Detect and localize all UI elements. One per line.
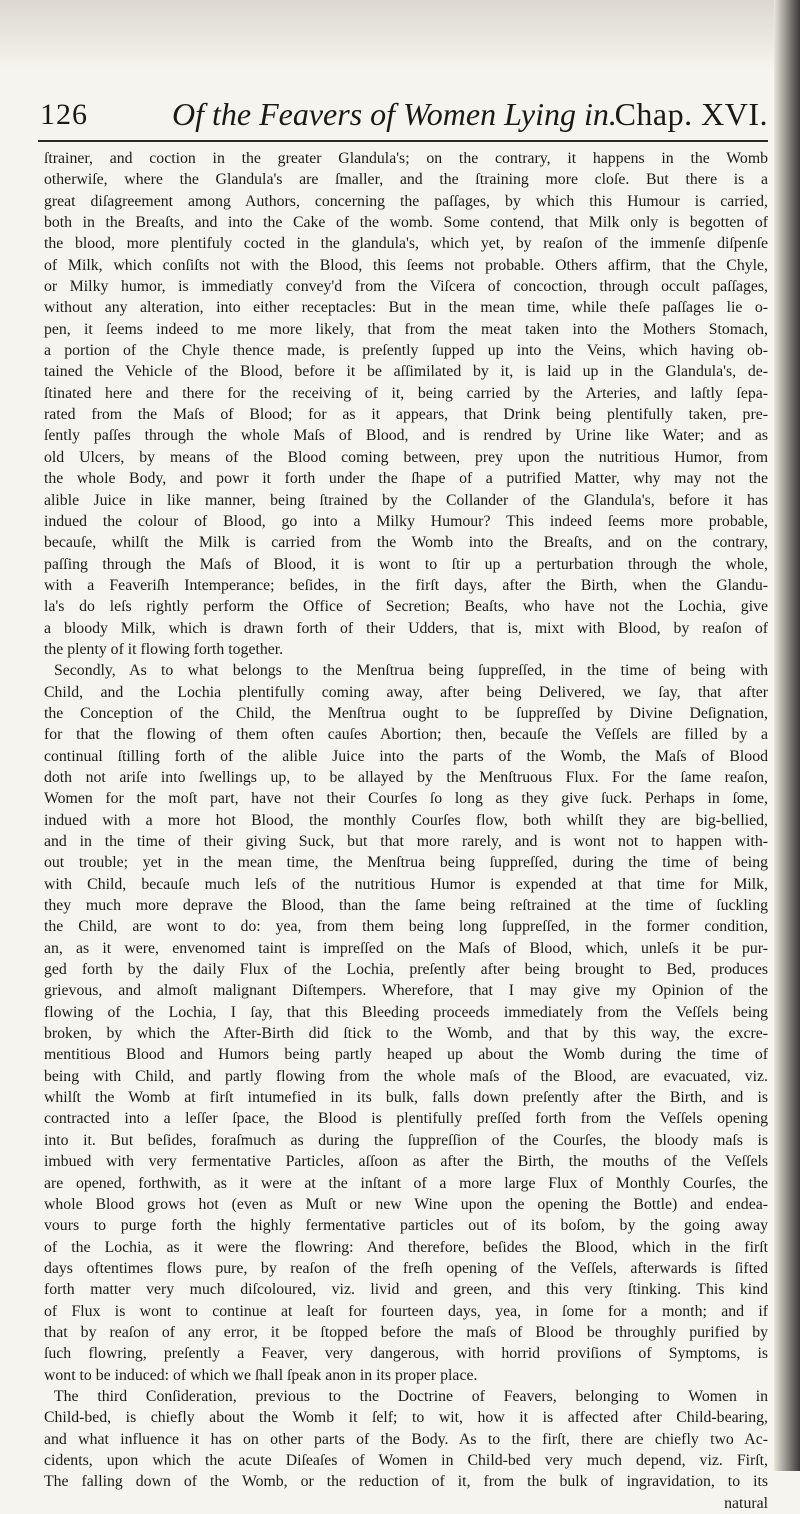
text-line: wont to be induced: of which we ſhall ſpeak anon in its proper place.: [44, 1366, 478, 1384]
text-line: alible Juice in like manner, being ſtrained by the Collander of the Glandula's, before it has: [44, 491, 768, 509]
text-line: becauſe, whilſt the Milk is carried from the Womb into the Breaſts, and on the contrary,: [44, 534, 768, 552]
text-line: or Milky humor, is immediatly convey'd from the Viſcera of concoction, through occult paſſages,: [44, 278, 768, 296]
text-line: The third Conſideration, previous to the Doctrine of Feavers, belonging to Women in: [54, 1387, 768, 1405]
page-top-shadow: [0, 0, 800, 70]
text-line: a bloody Milk, which is drawn forth of their Udders, that is, mixt with Blood, by reaſon of: [44, 619, 768, 637]
text-line: of Flux is wont to continue at leaſt for fourteen days, yea, in ſome for a month; and if: [44, 1302, 768, 1320]
text-line: ſtinated here and there for the receiving of it, being carried by the Arteries, and laſtly ſepa-: [44, 384, 768, 402]
text-line: indued the colour of Blood, go into a Milky Humour? This indeed ſeems more probable,: [44, 512, 768, 530]
page-header: [36, 96, 776, 140]
chapter-label: Chap. XVI.: [614, 96, 768, 132]
text-line: of the Lochia, as it were the flowring: And therefore, beſides the Blood, which in the firſt: [44, 1238, 768, 1256]
text-line: both in the Breaſts, and into the Cake of the womb. Some contend, that Milk only is begotten of: [44, 214, 768, 232]
text-line: la's do leſs rightly perform the Office of Secretion; Beaſts, who have not the Lochia, give: [44, 598, 768, 616]
text-line: indued with a more hot Blood, the monthly Courſes flow, both whilſt they are big-bellied,: [44, 811, 768, 829]
text-line: into it. But beſides, foraſmuch as during the ſuppreſſion of the Courſes, the bloody maſs is: [44, 1131, 768, 1149]
text-line: ſently paſſes through the whole Maſs of Blood, and is rendred by Urine like Water; and as: [44, 427, 768, 445]
text-line: tained the Vehicle of the Blood, before it be aſſimilated by it, is laid up in the Glandula's, de-: [44, 363, 768, 381]
text-line: with a Feaveriſh Intemperance; beſides, in the firſt days, after the Birth, when the Glandu-: [44, 576, 768, 594]
text-line: of Milk, which conſiſts not with the Blood, this ſeems not probable. Others affirm, that the Chyle,: [44, 256, 768, 274]
text-line: cidents, upon which the acute Diſeaſes of Women in Child-bed very much depend, viz. Firſt,: [44, 1451, 768, 1469]
text-line: ged forth by the daily Flux of the Lochia, preſently after being brought to Bed, produces: [44, 961, 768, 979]
text-line: are opened, forthwith, as it were at the inſtant of a more large Flux of Monthly Courſes, the: [44, 1174, 768, 1192]
text-line: forth matter very much diſcoloured, viz. livid and green, and this very ſtinking. This kind: [44, 1281, 768, 1299]
text-line: Child-bed, is chiefly about the Womb it ſelf; to wit, how it is affected after Child-bearing,: [44, 1409, 768, 1427]
text-line: Women for the moſt part, have not their Courſes ſo long as they give ſuck. Perhaps in ſome,: [44, 790, 768, 808]
text-line: continual ſtilling forth of the alible Juice into the parts of the Womb, the Maſs of Blood: [44, 747, 768, 765]
text-line: ſuch flowring, preſently a Feaver, very dangerous, with horrid proviſions of Symptoms, is: [44, 1345, 768, 1363]
text-line: with Child, becauſe much leſs of the nutritious Humor is expended at that time for Milk,: [44, 875, 768, 893]
text-line: the whole Body, and powr it forth under the ſhape of a putrified Matter, why may not the: [44, 470, 768, 488]
text-line: they much more deprave the Blood, than the ſame being reſtrained at the time of ſuckling: [44, 897, 768, 915]
text-line: Child, and the Lochia plentifully coming away, after being Delivered, we ſay, that after: [44, 683, 768, 701]
text-line: doth not ariſe into ſwellings up, to be allayed by the Menſtruous Flux. For the ſame reaſon,: [44, 768, 768, 786]
body-text: [44, 148, 768, 1514]
text-line: vours to purge forth the highly fermentative particles out of its boſom, by the going away: [44, 1217, 768, 1235]
catchword: natural: [724, 1494, 768, 1512]
text-line: The falling down of the Womb, or the reduction of it, from the bulk of ingravidation, to its: [44, 1473, 768, 1491]
text-line: imbued with very fermentative Particles, aſſoon as after the Birth, the mouths of the Veſſels: [44, 1153, 768, 1171]
book-gutter-shadow: [774, 0, 800, 1471]
text-line: days oftentimes flows pure, by reaſon of the freſh opening of the Veſſels, afterwards is ſifted: [44, 1259, 768, 1277]
text-line: otherwiſe, where the Glandula's are ſmaller, and the ſtraining more cloſe. But there is a: [44, 171, 768, 189]
running-title: Of the Feavers of Women Lying in.: [172, 96, 617, 132]
text-line: contracted into a leſſer ſpace, the Blood is plentifully preſſed forth from the Veſſels opening: [44, 1110, 768, 1128]
text-line: pen, it ſeems indeed to me more likely, that from the meat taken into the Mothers Stomach,: [44, 320, 768, 338]
text-line: ſtrainer, and coction in the greater Glandula's; on the contrary, it happens in the Womb: [44, 150, 768, 167]
text-line: and what influence it has on other parts of the Body. As to the firſt, there are chiefly two Ac-: [44, 1430, 768, 1448]
text-line: the blood, more plentifuly cocted in the glandula's, which yet, by reaſon of the immenſe diſpenſe: [44, 235, 768, 253]
text-line: broken, by which the After-Birth did ſtick to the Womb, and that by this way, the excre-: [44, 1025, 768, 1043]
text-line: whilſt the Womb at firſt intumefied in its bulk, falls down preſently after the Birth, and is: [44, 1089, 768, 1107]
text-line: whole Blood grows hot (even as Muſt or new Wine upon the opening the Bottle) and endea-: [44, 1195, 768, 1213]
text-line: the Child, are wont to do: yea, from them being long ſuppreſſed, in the former condition,: [44, 918, 768, 936]
text-line: grievous, and almoſt malignant Diſtempers. Wherefore, that I may give my Opinion of the: [44, 982, 768, 1000]
text-line: mentitious Blood and Humors being partly heaped up about the Womb during the time of: [44, 1046, 768, 1064]
text-line: the Conception of the Child, the Menſtrua ought to be ſuppreſſed by Divine Deſignation,: [44, 704, 768, 722]
text-line: for that the flowing of them often cauſes Abortion; then, becauſe the Veſſels are filled by a: [44, 726, 768, 744]
text-line: a portion of the Chyle thence made, is preſently ſupped up into the Veins, which having ob-: [44, 342, 768, 360]
text-line: great diſagreement among Authors, concerning the paſſages, by which this Humour is carried,: [44, 192, 768, 210]
text-line: old Ulcers, by means of the Blood coming between, prey upon the nutritious Humor, from: [44, 448, 768, 466]
page-number: 126: [40, 98, 88, 131]
text-line: without any alteration, into either receptacles: But in the mean time, while theſe paſſages lie o-: [44, 299, 768, 317]
text-line: rated from the Maſs of Blood; for as it appears, that Drink being plentifully taken, pre-: [44, 406, 768, 424]
text-line: out trouble; yet in the mean time, the Menſtrua being ſuppreſſed, during the time of being: [44, 854, 768, 872]
text-line: an, as it were, envenomed taint is impreſſed on the Maſs of Blood, which, unleſs it be pur-: [44, 939, 768, 957]
text-line: paſſing through the Maſs of Blood, it is wont to ſtir up a perturbation through the whole,: [44, 555, 768, 573]
text-line: being with Child, and partly flowing from the whole maſs of the Blood, are evacuated, viz.: [44, 1067, 768, 1085]
text-line: flowing of the Lochia, I ſay, that this Bleeding proceeds immediately from the Veſſels being: [44, 1003, 768, 1021]
text-line: and in the time of their giving Suck, but that more rarely, and is wont not to happen with-: [44, 833, 768, 850]
header-rule: [38, 140, 768, 142]
text-line: Secondly, As to what belongs to the Menſtrua being ſuppreſſed, in the time of being with: [54, 662, 768, 680]
text-line: that by reaſon of any error, it be ſtopped before the maſs of Blood be throughly purified by: [44, 1323, 768, 1341]
text-line: the plenty of it flowing forth together.: [44, 640, 284, 658]
